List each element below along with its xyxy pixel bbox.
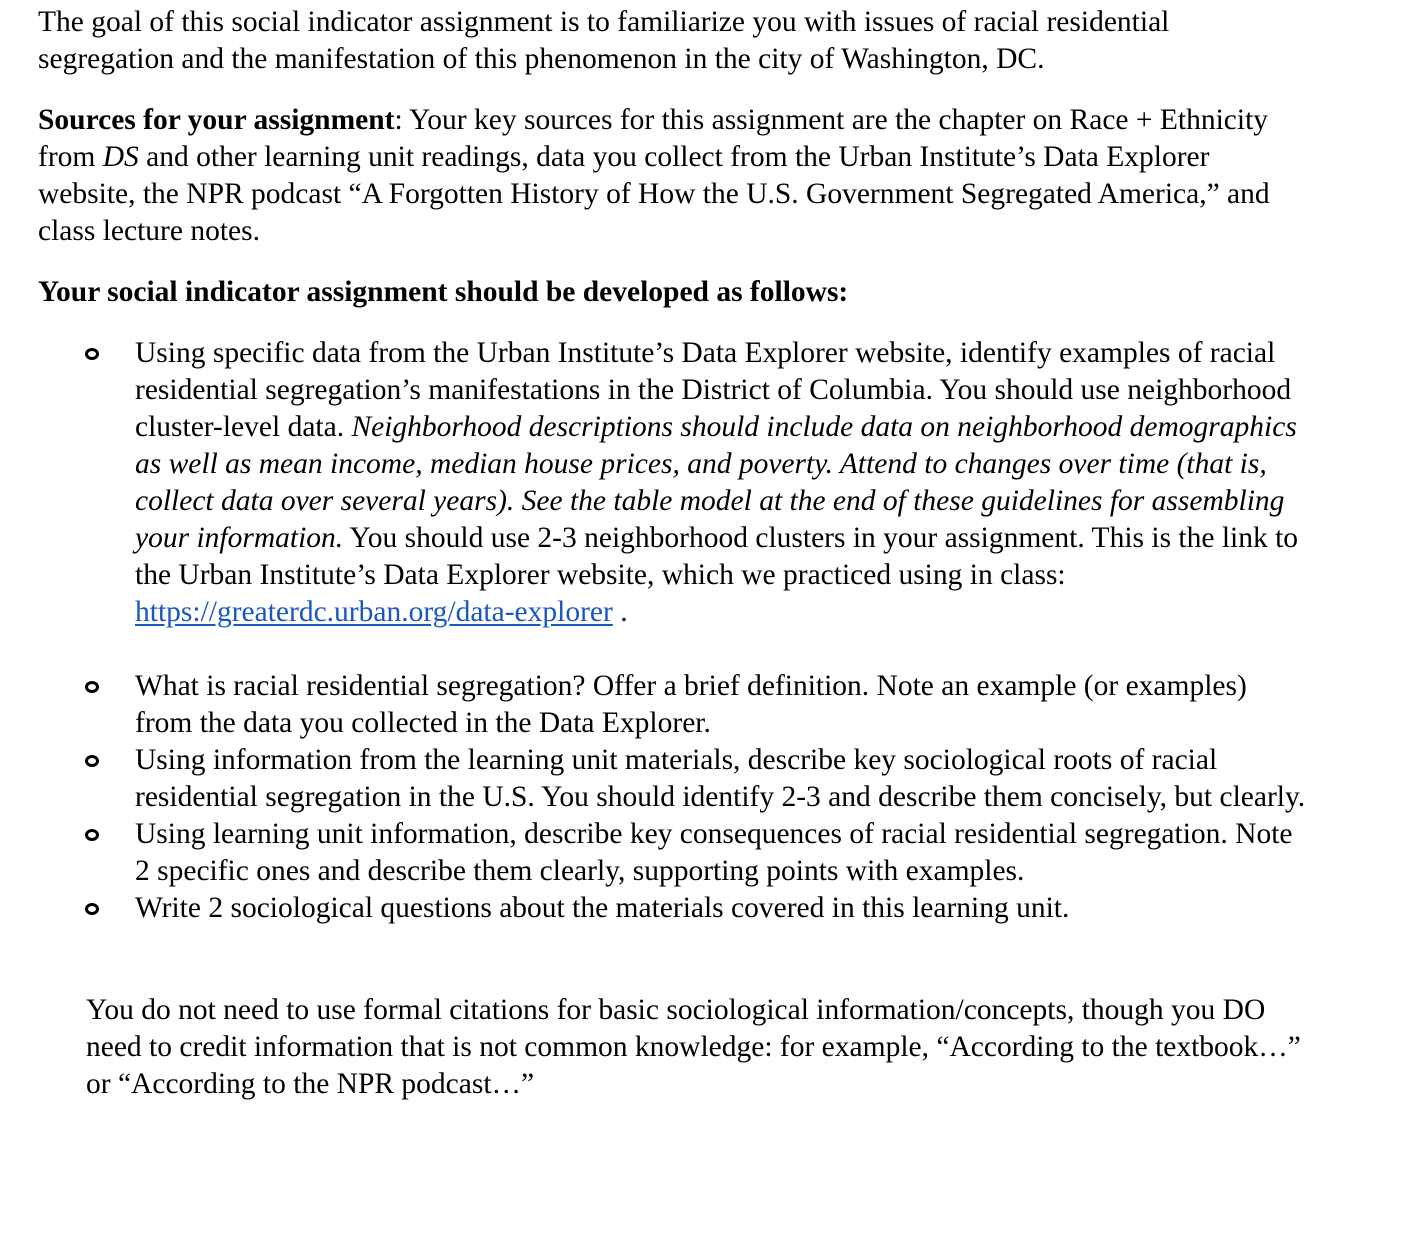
sources-text-italic: DS <box>102 141 139 173</box>
bullet-3-text: Using information from the learning unit materials, describe key sociological roots of racial residential segregation in the U.S. You should identify 2-3 and describe them concisely, but clearly. <box>135 744 1306 813</box>
sources-paragraph <box>38 102 1308 250</box>
hollow-bullet-icon <box>85 829 99 841</box>
sources-text-2: and other learning unit readings, data you collect from the Urban Institute’s Data Explorer website, the NPR podcast “A Forgotten History of How the U.S. Government Segregated America,” and class lecture notes. <box>38 141 1270 247</box>
list-item <box>38 890 1308 927</box>
list-item <box>38 335 1308 631</box>
list-item <box>38 668 1308 742</box>
sources-label: Sources for your assignment <box>38 104 395 136</box>
hollow-bullet-icon <box>85 681 99 693</box>
closing-paragraph: You do not need to use formal citations for basic sociological information/concepts, though you DO need to credit information that is not common knowledge: for example, “According to the textbook…” or “According to the NPR podcast…” <box>86 994 1301 1100</box>
bullet-1-text-2: You should use 2-3 neighborhood clusters in your assignment. This is the link to the Urban Institute’s Data Explorer website, which we practiced using in class: <box>135 522 1299 591</box>
instructions-list <box>38 335 1308 927</box>
bullet-1-text-italic: Neighborhood descriptions should include data on neighborhood demographics as well as mean income, median house prices, and poverty. Attend to changes over time (that is, collect data over several years). See the table model at the end of these guidelines for assembling your information. <box>135 411 1297 554</box>
bullet-4-text: Using learning unit information, describe key consequences of racial residential segregation. Note 2 specific ones and describe them clearly, supporting points with examples. <box>135 818 1293 887</box>
bullet-2-text: What is racial residential segregation? Offer a brief definition. Note an example (or examples) from the data you collected in the Data Explorer. <box>135 670 1247 739</box>
bullet-1-text-3: . <box>612 596 628 628</box>
section-heading: Your social indicator assignment should be developed as follows: <box>38 276 849 308</box>
bullet-1-text-1: Using specific data from the Urban Institute’s Data Explorer website, identify examples of racial residential segregation’s manifestations in the District of Columbia. You should use neighborhood cluster-level data. <box>135 337 1292 443</box>
sources-text-1: : Your key sources for this assignment are the chapter on Race + Ethnicity from <box>38 104 1269 173</box>
hollow-bullet-icon <box>85 348 99 360</box>
data-explorer-link[interactable]: https://greaterdc.urban.org/data-explorer <box>135 596 613 628</box>
document-body <box>38 4 1308 1103</box>
hollow-bullet-icon <box>85 903 99 915</box>
bullet-5-text: Write 2 sociological questions about the materials covered in this learning unit. <box>135 892 1070 924</box>
list-item <box>38 816 1308 890</box>
intro-paragraph: The goal of this social indicator assignment is to familiarize you with issues of racial residential segregation and the manifestation of this phenomenon in the city of Washington, DC. <box>38 6 1170 75</box>
list-item <box>38 742 1308 816</box>
hollow-bullet-icon <box>85 755 99 767</box>
